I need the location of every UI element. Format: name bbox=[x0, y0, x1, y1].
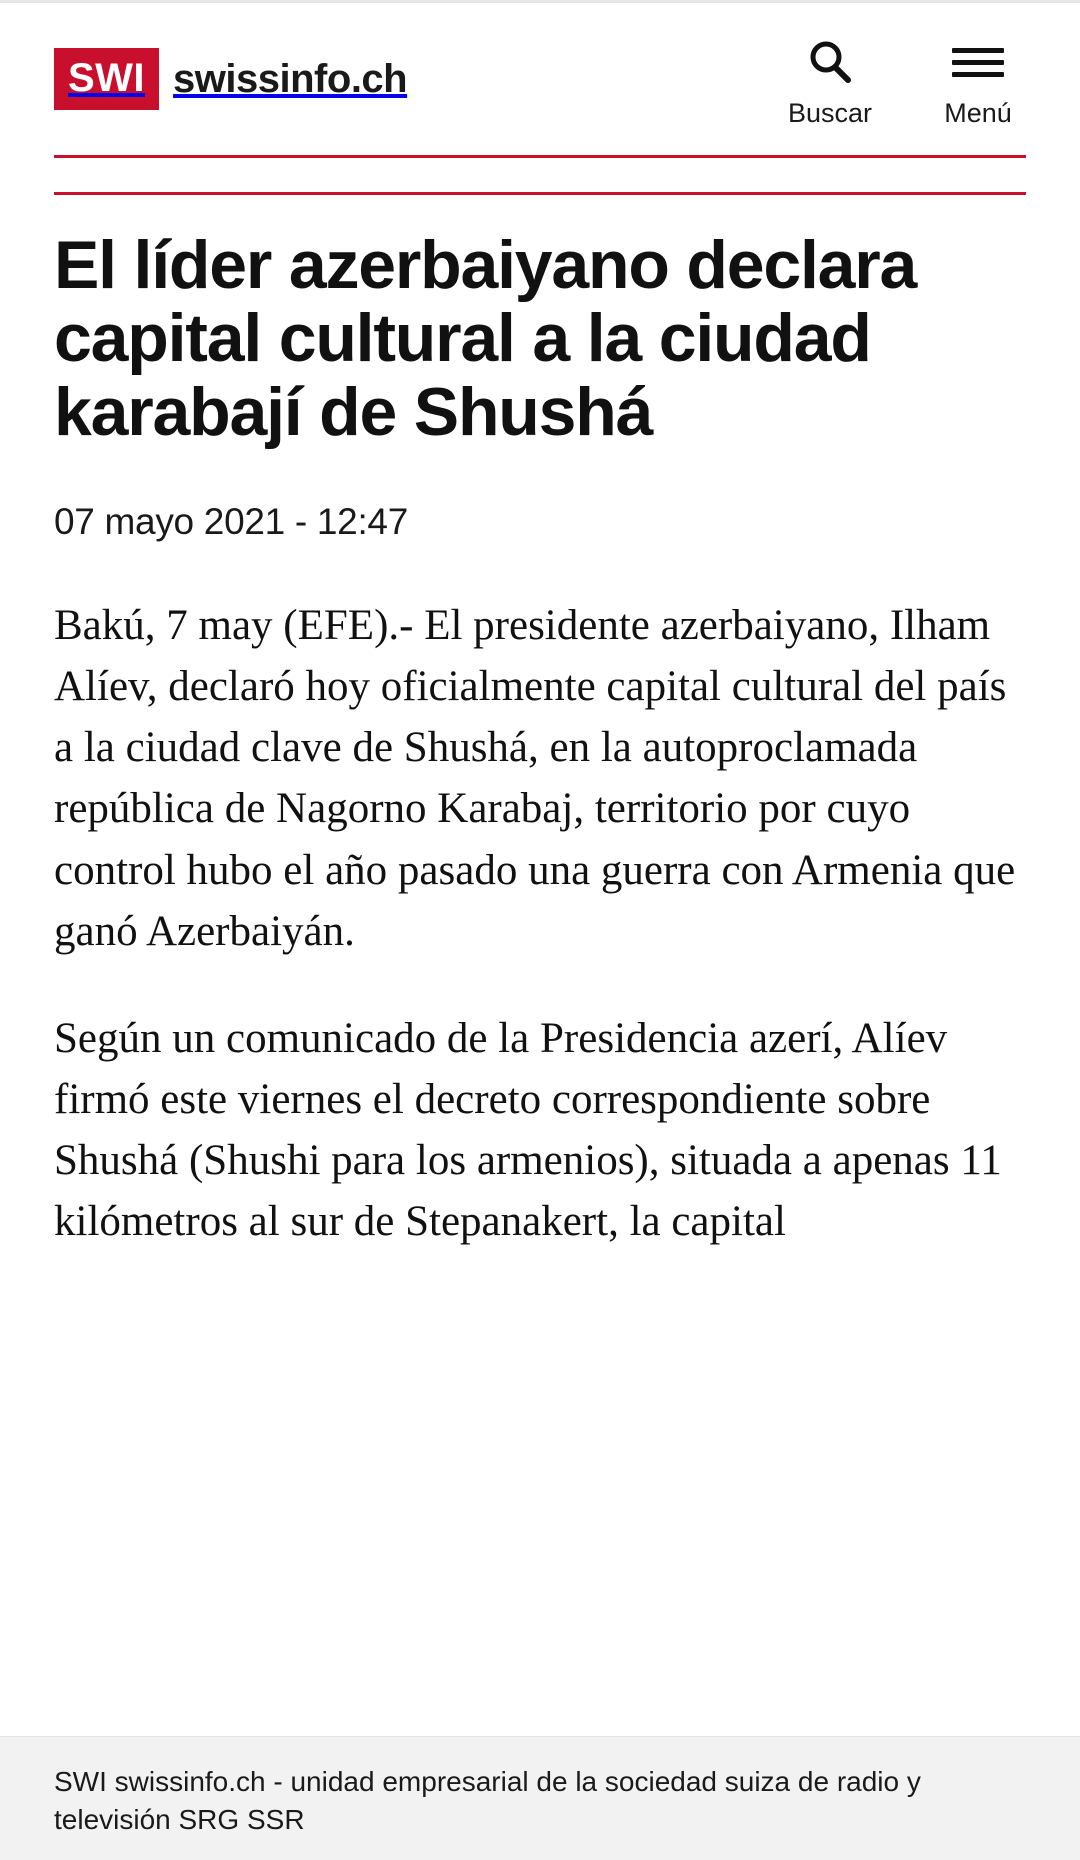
menu-button[interactable] bbox=[930, 31, 1026, 129]
article-paragraph: Bakú, 7 may (EFE).- El presidente azerbaiyano, Ilham Alíev, declaró hoy oficialmente capital cultural del país a la ciudad clave de Shushá, en la autoproclamada república de Nagorno Karabaj, territorio por cuyo control hubo el año pasado una guerra con Armenia que ganó Azerbaiyán. bbox=[54, 602, 1016, 955]
article bbox=[0, 229, 1080, 1252]
article-body bbox=[54, 595, 1026, 1251]
hamburger-icon bbox=[930, 31, 1026, 93]
site-footer bbox=[0, 1736, 1080, 1860]
article-paragraph: Según un comunicado de la Presidencia azerí, Alíev firmó este viernes el decreto correspondiente sobre Shushá (Shushi para los armenios), situada a apenas 11 kilómetros al sur de Stepanakert, la capital bbox=[54, 1014, 1002, 1245]
site-logo[interactable] bbox=[54, 48, 407, 110]
logo-mark: SWI bbox=[54, 48, 159, 110]
menu-button-label: Menú bbox=[944, 98, 1012, 128]
logo-wordmark: swissinfo.ch bbox=[173, 56, 408, 101]
search-icon bbox=[782, 31, 878, 93]
search-button[interactable] bbox=[782, 31, 878, 129]
footer-text: SWI swissinfo.ch - unidad empresarial de la sociedad suiza de radio y televisión SRG SSR bbox=[54, 1766, 921, 1835]
page-title: El líder azerbaiyano declara capital cultural a la ciudad karabají de Shushá bbox=[54, 227, 917, 450]
header-actions bbox=[782, 31, 1026, 129]
search-button-label: Buscar bbox=[787, 98, 873, 128]
content-fade bbox=[0, 1718, 1080, 1736]
page-container bbox=[0, 3, 1080, 1298]
rule-spacer bbox=[0, 158, 1080, 192]
article-timestamp: 07 mayo 2021 - 12:47 bbox=[54, 501, 408, 543]
site-header bbox=[0, 3, 1080, 155]
header-rule-bottom bbox=[54, 192, 1026, 195]
